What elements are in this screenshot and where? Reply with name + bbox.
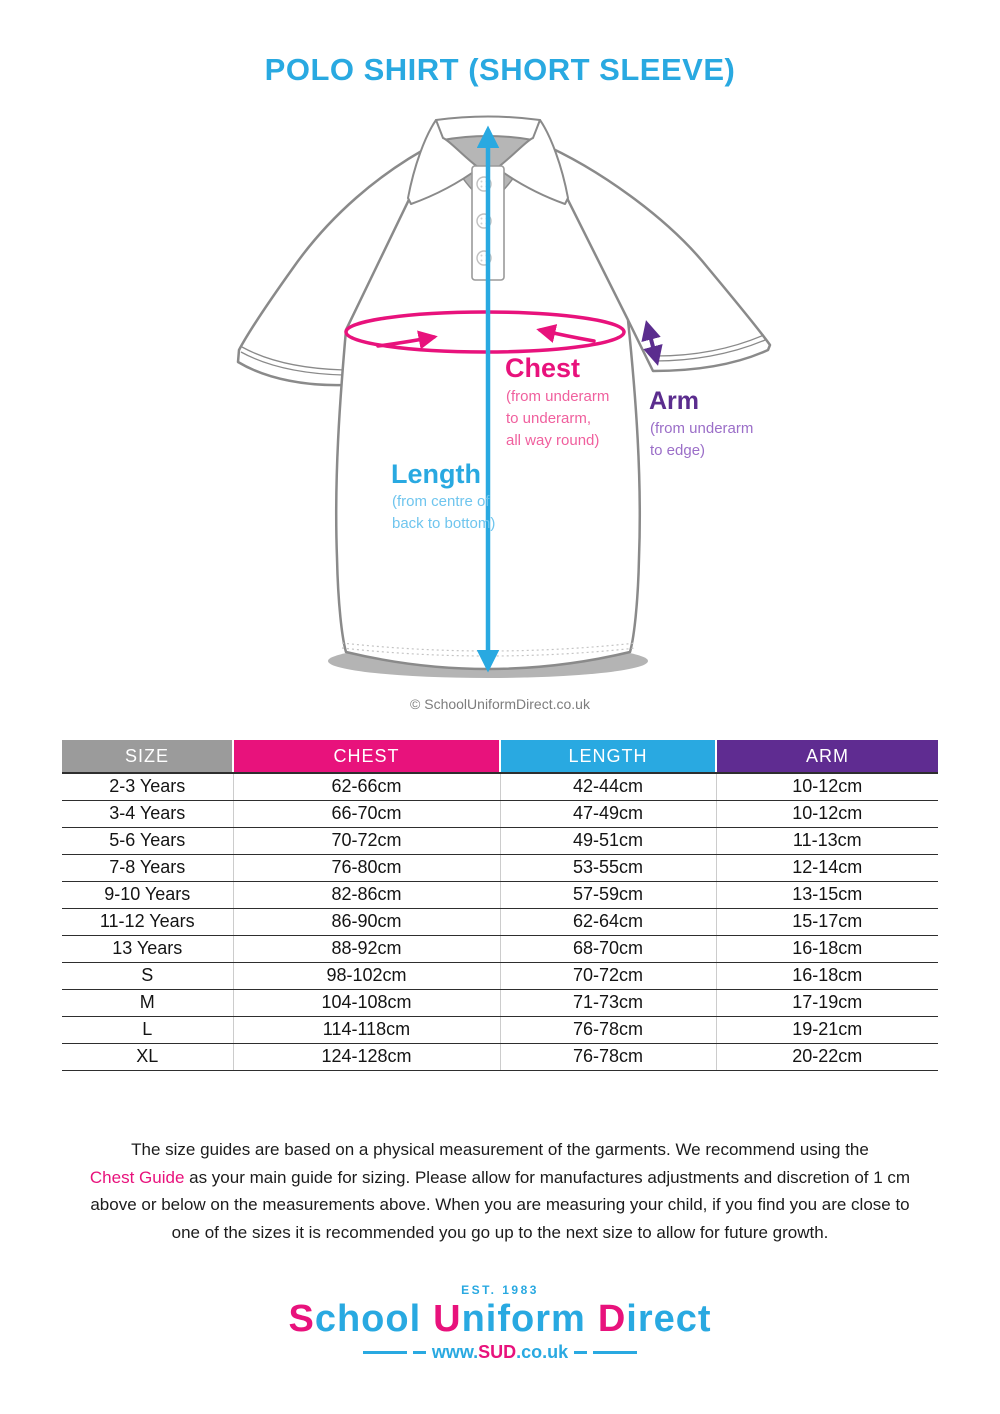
table-cell: 17-19cm [716, 989, 938, 1016]
table-cell: 62-66cm [233, 773, 500, 800]
table-row [62, 773, 938, 800]
table-cell: 76-78cm [500, 1043, 716, 1070]
logo-dash [593, 1351, 637, 1354]
arm-measure-caption: (from underarm to edge) [650, 420, 754, 459]
table-cell: S [62, 962, 233, 989]
table-cell: 20-22cm [716, 1043, 938, 1070]
notes-line: one of the sizes it is recommended you go up to the next size to allow for future growth. [171, 1222, 829, 1242]
table-cell: 82-86cm [233, 881, 500, 908]
table-cell: 19-21cm [716, 1016, 938, 1043]
table-cell: 57-59cm [500, 881, 716, 908]
table-cell: 68-70cm [500, 935, 716, 962]
table-cell: 13-15cm [716, 881, 938, 908]
table-cell: 88-92cm [233, 935, 500, 962]
table-cell: XL [62, 1043, 233, 1070]
table-cell: 7-8 Years [62, 854, 233, 881]
table-cell: 70-72cm [500, 962, 716, 989]
table-row [62, 989, 938, 1016]
logo-url-text: www.SUD.co.uk [431, 1342, 569, 1362]
table-cell: M [62, 989, 233, 1016]
brand-logo [0, 1283, 1000, 1363]
size-table [62, 740, 938, 1071]
table-cell: 42-44cm [500, 773, 716, 800]
logo-dash [574, 1351, 587, 1354]
table-cell: 62-64cm [500, 908, 716, 935]
table-cell: 2-3 Years [62, 773, 233, 800]
table-row [62, 1016, 938, 1043]
table-cell: 53-55cm [500, 854, 716, 881]
table-cell: 70-72cm [233, 827, 500, 854]
table-cell: 47-49cm [500, 800, 716, 827]
logo-word: Direct [597, 1298, 712, 1340]
table-cell: 10-12cm [716, 800, 938, 827]
notes-line: above or below on the measurements above. When you are measuring your child, if you find you are close to [90, 1195, 910, 1214]
page-title: POLO SHIRT (SHORT SLEEVE) [264, 52, 736, 87]
chest-measure-label: Chest [505, 353, 581, 383]
table-row [62, 881, 938, 908]
table-cell: 11-12 Years [62, 908, 233, 935]
table-cell: 10-12cm [716, 773, 938, 800]
copyright-text: © SchoolUniformDirect.co.uk [410, 696, 590, 712]
col-header-size: SIZE [62, 740, 233, 773]
table-row [62, 962, 938, 989]
table-cell: 104-108cm [233, 989, 500, 1016]
table-cell: 12-14cm [716, 854, 938, 881]
logo-brand-name [0, 1298, 1000, 1340]
chest-measure-caption: (from underarm to underarm, all way round) [506, 388, 610, 449]
table-cell: 76-78cm [500, 1016, 716, 1043]
table-cell: L [62, 1016, 233, 1043]
logo-dash [413, 1351, 426, 1354]
table-cell: 11-13cm [716, 827, 938, 854]
col-header-chest: CHEST [233, 740, 500, 773]
table-cell: 98-102cm [233, 962, 500, 989]
table-cell: 15-17cm [716, 908, 938, 935]
table-cell: 66-70cm [233, 800, 500, 827]
table-cell: 114-118cm [233, 1016, 500, 1043]
table-cell: 13 Years [62, 935, 233, 962]
table-row [62, 854, 938, 881]
chest-guide-highlight: Chest Guide [89, 1167, 185, 1187]
table-cell: 16-18cm [716, 935, 938, 962]
table-row [62, 800, 938, 827]
logo-dash [363, 1351, 407, 1354]
logo-word: School [288, 1298, 422, 1340]
arm-measure-label: Arm [649, 387, 700, 415]
logo-website-url [0, 1342, 1000, 1363]
table-cell: 5-6 Years [62, 827, 233, 854]
col-header-arm: ARM [716, 740, 938, 773]
logo-word: Uniform [433, 1298, 586, 1340]
table-cell: 71-73cm [500, 989, 716, 1016]
table-row [62, 908, 938, 935]
table-cell: 16-18cm [716, 962, 938, 989]
notes-line: The size guides are based on a physical measurement of the garments. We recommend using the [131, 1140, 869, 1159]
sizing-notes [50, 1136, 950, 1246]
table-cell: 3-4 Years [62, 800, 233, 827]
table-row [62, 827, 938, 854]
table-cell: 76-80cm [233, 854, 500, 881]
notes-line: as your main guide for sizing. Please allow for manufactures adjustments and discretion of 1 cm [184, 1167, 911, 1187]
table-cell: 49-51cm [500, 827, 716, 854]
size-table-body [62, 773, 938, 1070]
table-row [62, 1043, 938, 1070]
logo-established-text: EST. 1983 [461, 1283, 539, 1297]
length-measure-label: Length [391, 459, 481, 489]
table-cell: 124-128cm [233, 1043, 500, 1070]
table-row [62, 935, 938, 962]
length-measure-caption: (from centre of back to bottom) [392, 493, 496, 532]
col-header-length: LENGTH [500, 740, 716, 773]
table-cell: 9-10 Years [62, 881, 233, 908]
table-header-row [62, 740, 938, 773]
table-cell: 86-90cm [233, 908, 500, 935]
